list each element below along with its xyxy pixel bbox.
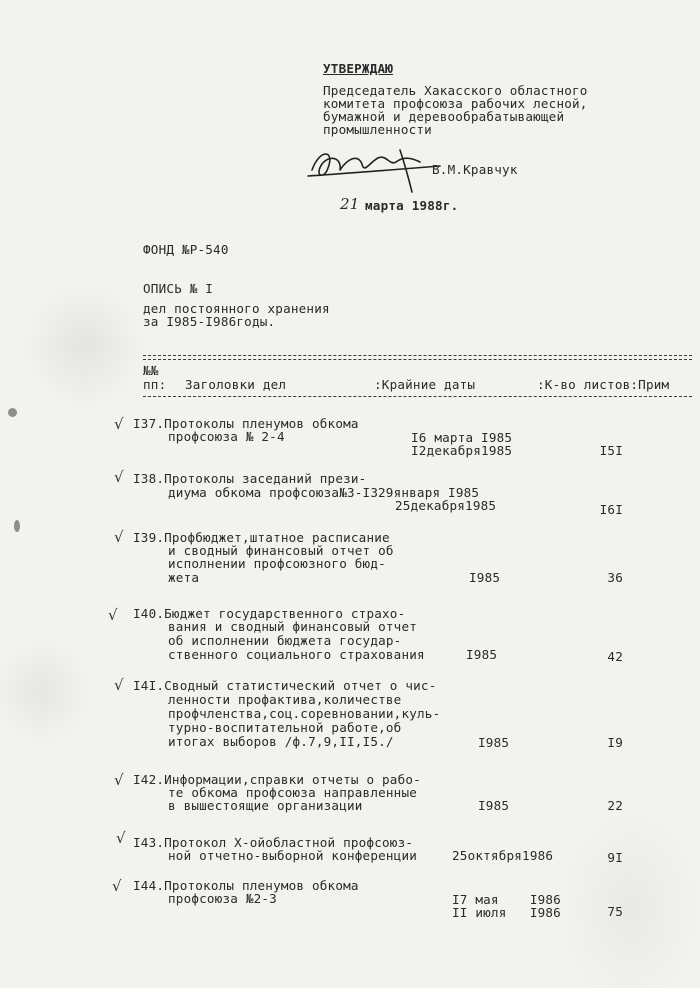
check-mark: √ [114, 415, 124, 433]
record-date: I985 [478, 798, 510, 813]
record-title-line: профчленства,соц.соревновании,куль- [168, 706, 441, 721]
record-sheets: I5I [599, 443, 623, 458]
record-date: 29января I985 [378, 485, 480, 500]
record-title-line: I39.Профбюджет,штатное расписание [133, 530, 390, 545]
record-date: 25октября1986 [452, 848, 554, 863]
fond-number: ФОНД №Р-540 [143, 242, 229, 257]
record-title-line: итогах выборов /ф.7,9,II,I5./ [168, 734, 394, 749]
record-title-line: I44.Протоколы пленумов обкома [133, 878, 359, 893]
opis-number: ОПИСЬ № I [143, 281, 214, 296]
check-mark: √ [112, 877, 122, 895]
record-title-line: диума обкома профсоюза№3-I3 [168, 485, 379, 500]
record-title-line: I4I.Сводный статистический отчет о чис- [133, 678, 437, 693]
approval-date: марта 1988г. [365, 198, 459, 213]
approval-heading: УТВЕРЖДАЮ [323, 61, 394, 76]
subtitle-line: за I985-I986годы. [143, 314, 276, 329]
record-date: I985 [466, 647, 498, 662]
approval-date-day: 21 [340, 195, 360, 213]
punch-hole-mark [8, 408, 17, 417]
approval-position-line: промышленности [323, 122, 432, 137]
check-mark: √ [114, 771, 124, 789]
record-title-line: те обкома профсоюза направленные [168, 785, 418, 800]
table-rule-top [143, 355, 692, 356]
check-mark: √ [114, 528, 124, 546]
record-title-line: I38.Протоколы заседаний прези- [133, 471, 367, 486]
record-sheets: 9I [607, 850, 623, 865]
record-date: I985 [478, 735, 510, 750]
record-sheets: I6I [599, 502, 623, 517]
subtitle-line: дел постоянного хранения [143, 301, 330, 316]
record-date: 25декабря1985 [395, 498, 497, 513]
record-title-line: ной отчетно-выборной конференции [168, 848, 418, 863]
record-date: I6 марта I985 [411, 430, 513, 445]
record-title-line: профсоюза №2-3 [168, 891, 277, 906]
record-title-line: ленности профактива,количестве [168, 692, 402, 707]
record-title-line: турно-воспитательной работе,об [168, 720, 402, 735]
check-mark: √ [116, 829, 126, 847]
record-title-line: в вышестоящие организации [168, 798, 363, 813]
header-sheets: :К-во листов:Прим [537, 377, 670, 392]
approval-position-line: бумажной и деревообрабатывающей [323, 109, 565, 124]
punch-hole-mark [14, 520, 20, 532]
record-title-line: об исполнении бюджета государ- [168, 633, 402, 648]
record-date: I2декабря1985 [411, 443, 513, 458]
record-title-line: профсоюза № 2-4 [168, 429, 285, 444]
record-date: I985 [469, 570, 501, 585]
approval-position-line: комитета профсоюза рабочих лесной, [323, 96, 588, 111]
record-title-line: жета [168, 570, 200, 585]
record-title-line: вания и сводный финансовый отчет [168, 619, 418, 634]
record-title-line: I43.Протокол X-ойобластной профсоюз- [133, 835, 414, 850]
record-sheets: 42 [607, 649, 623, 664]
record-sheets: 36 [607, 570, 623, 585]
check-mark: √ [114, 676, 124, 694]
record-title-line: и сводный финансовый отчет об [168, 543, 394, 558]
approval-position-line: Председатель Хакасского областного [323, 83, 588, 98]
signature-image [300, 140, 450, 200]
record-title-line: I40.Бюджет государственного страхо- [133, 606, 406, 621]
table-rule-bottom [143, 396, 692, 397]
header-dates: :Крайние даты [374, 377, 476, 392]
record-title-line: I42.Информации,справки отчеты о рабо- [133, 772, 421, 787]
record-date: II июля I986 [452, 905, 561, 920]
record-sheets: I9 [607, 735, 623, 750]
header-title: Заголовки дел [185, 377, 287, 392]
header-number-line1: №№ [143, 363, 159, 378]
check-mark: √ [114, 468, 124, 486]
record-title-line: ственного социального страхования [168, 647, 425, 662]
header-number-line2: пп: [143, 377, 167, 392]
record-sheets: 22 [607, 798, 623, 813]
check-mark: √ [108, 606, 118, 624]
record-date: I7 мая I986 [452, 892, 561, 907]
table-rule-top [143, 359, 692, 360]
approval-name: В.М.Кравчук [432, 162, 518, 177]
record-title-line: исполнении профсоюзного бюд- [168, 556, 386, 571]
record-sheets: 75 [607, 904, 623, 919]
record-title-line: I37.Протоколы пленумов обкома [133, 416, 359, 431]
